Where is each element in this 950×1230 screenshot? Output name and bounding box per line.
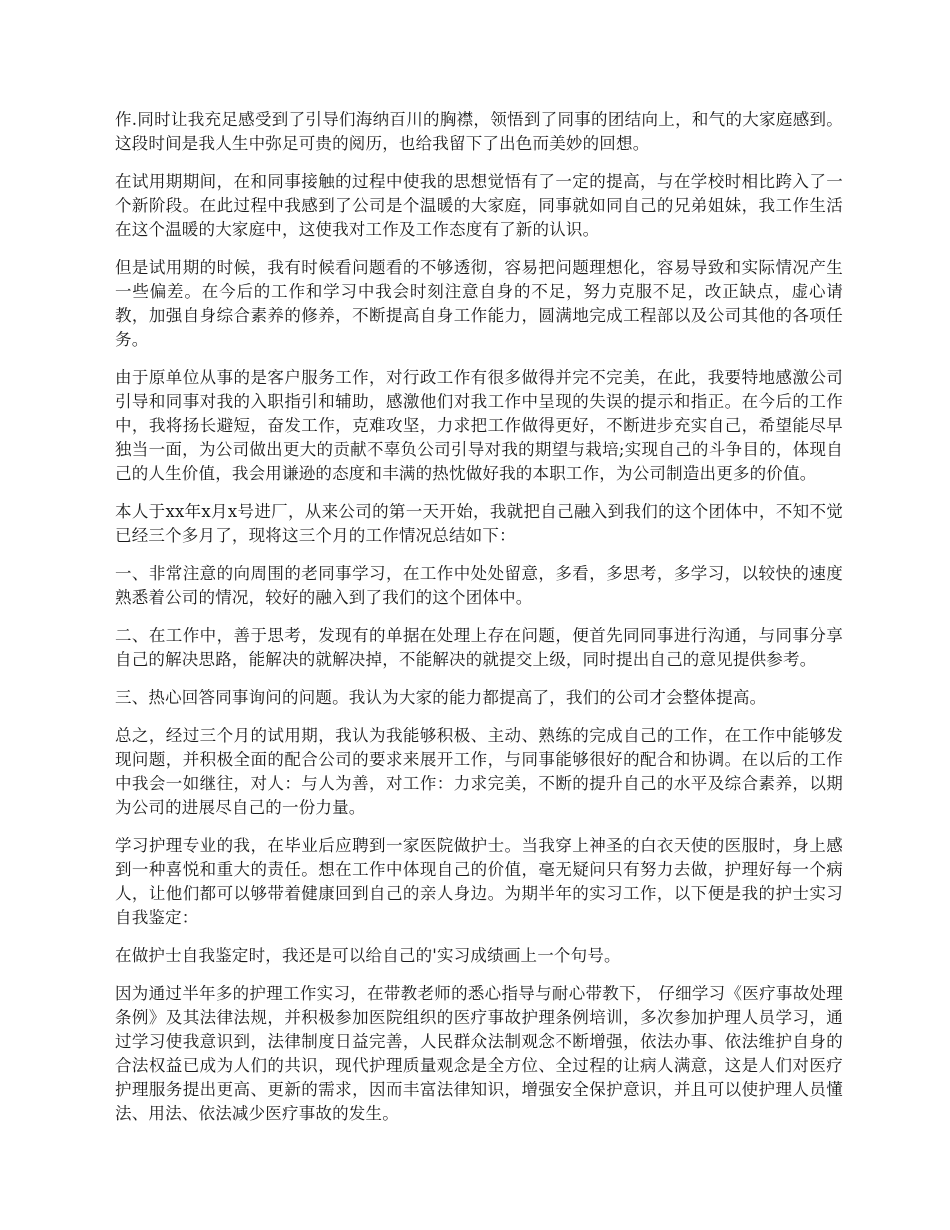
document-body — [115, 108, 843, 1140]
paragraph: 在试用期期间，在和同事接触的过程中使我的思想觉悟有了一定的提高，与在学校时相比跨入了一个新阶段。在此过程中我感到了公司是个温暖的大家庭，同事就如同自己的兄弟姐妹，我工作生活在这个温暖的大家庭中，这使我对工作及工作态度有了新的认识。 — [115, 172, 843, 239]
paragraph: 二、在工作中，善于思考，发现有的单据在处理上存在问题，便首先同同事进行沟通，与同事分享自己的解决思路，能解决的就解决掉，不能解决的就提交上级，同时提出自己的意见提供参考。 — [115, 626, 843, 669]
paragraph: 学习护理专业的我，在毕业后应聘到一家医院做护士。当我穿上神圣的白衣天使的医服时，身上感到一种喜悦和重大的责任。想在工作中体现自己的价值，毫无疑问只有努力去做，护理好每一个病人，让他们都可以够带着健康回到自己的亲人身边。为期半年的实习工作，以下便是我的护士实习自我鉴定： — [115, 836, 843, 927]
paragraph: 作.同时让我充足感受到了引导们海纳百川的胸襟，领悟到了同事的团结向上，和气的大家庭感到。这段时间是我人生中弥足可贵的阅历，也给我留下了出色而美妙的回想。 — [115, 110, 843, 153]
paragraph: 本人于xx年x月x号进厂，从来公司的第一天开始，我就把自己融入到我们的这个团体中，不知不觉已经三个多月了，现将这三个月的工作情况总结如下： — [115, 502, 843, 545]
paragraph: 三、热心回答同事询问的问题。我认为大家的能力都提高了，我们的公司才会整体提高。 — [115, 688, 767, 707]
paragraph: 总之，经过三个月的试用期，我认为我能够积极、主动、熟练的完成自己的工作，在工作中能够发现问题，并积极全面的配合公司的要求来展开工作，与同事能够很好的配合和协调。在以后的工作中我会一如继往，对人：与人为善，对工作：力求完美，不断的提升自己的水平及综合素养，以期为公司的进展尽自己的一份力量。 — [115, 726, 843, 817]
paragraph: 在做护士自我鉴定时，我还是可以给自己的'实习成绩画上一个句号。 — [115, 946, 621, 965]
paragraph: 但是试用期的时候，我有时候看问题看的不够透彻，容易把问题理想化，容易导致和实际情况产生一些偏差。在今后的工作和学习中我会时刻注意自身的不足，努力克服不足，改正缺点，虚心请教，加强自身综合素养的修养，不断提高自身工作能力，圆满地完成工程部以及公司其他的各项任务。 — [115, 258, 843, 349]
paragraph: 因为通过半年多的护理工作实习，在带教老师的悉心指导与耐心带教下， 仔细学习《医疗事故处理条例》及其法律法规，并积极参加医院组织的医疗事故护理条例培训，多次参加护理人员学习，通过学习使我意识到，法律制度日益完善，人民群众法制观念不断增强，依法办事、依法维护自身的合法权益已成为人们的共识，现代护理质量观念是全方位、全过程的让病人满意，这是人们对医疗护理服务提出更高、更新的需求，因而丰富法律知识，增强安全保护意识，并且可以使护理人员懂法、用法、依法减少医疗事故的发生。 — [115, 984, 843, 1123]
paragraph: 一、非常注意的向周围的老同事学习，在工作中处处留意，多看，多思考，多学习，以较快的速度熟悉着公司的情况，较好的融入到了我们的这个团体中。 — [115, 564, 843, 607]
paragraph: 由于原单位从事的是客户服务工作，对行政工作有很多做得并完不完美，在此，我要特地感激公司引导和同事对我的入职指引和辅助，感激他们对我工作中呈现的失误的提示和指正。在今后的工作中，我将扬长避短，奋发工作，克难攻坚，力求把工作做得更好，不断进步充实自己，希望能尽早独当一面，为公司做出更大的贡献不辜负公司引导对我的期望与栽培;实现自己的斗争目的，体现自己的人生价值，我会用谦逊的态度和丰满的热忱做好我的本职工作，为公司制造出更多的价值。 — [115, 368, 843, 483]
